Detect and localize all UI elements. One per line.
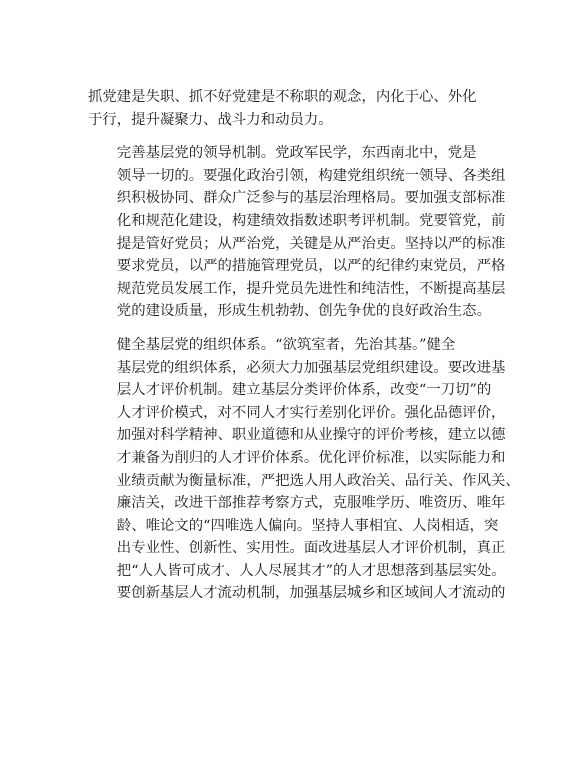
text-line: 党的建设质量，形成生机勃勃、创先争优的良好政治生态。 [116, 303, 491, 320]
paragraph-1 [88, 86, 508, 131]
text-line: 层人才评价机制。建立基层分类评价体系，改变“一刀切”的 [116, 382, 492, 399]
text-line: 龄、唯论文的“四唯选人偏向。坚持人事相宜、人岗相适，突 [116, 517, 499, 534]
text-line: 才兼备为削归的人才评价体系。优化评价标准，以实际能力和 [116, 449, 506, 466]
text-line: 人才评价模式，对不同人才实行差别化评价。强化品德评价， [116, 404, 506, 421]
text-line: 廉洁关，改进干部推荐考察方式，克服唯学历、唯资历、唯年 [116, 495, 506, 512]
text-line: 要求党员，以严的措施管理党员，以严的纪律约束党员，严格 [116, 258, 506, 275]
text-line: 把“人人皆可成才、人人尽展其才”的人才思想落到基层实处。 [116, 562, 506, 579]
text-line: 领导一切的。要强化政治引领，构建党组织统一领导、各类组 [116, 167, 506, 184]
text-line: 于行，提升凝聚力、战斗力和动员力。 [88, 111, 333, 128]
text-line: 抓党建是失职、抓不好党建是不称职的观念，内化于心、外化 [88, 89, 477, 105]
paragraph-3 [88, 334, 520, 605]
text-line: 规范党员发展工作，提升党员先进性和纯洁性，不断提高基层 [116, 280, 506, 297]
document-body [88, 86, 520, 605]
text-line: 要创新基层人才流动机制，加强基层城乡和区域间人才流动的 [116, 585, 506, 602]
text-line: 完善基层党的领导机制。党政军民学，东西南北中，党是 [116, 145, 477, 162]
text-line: 织积极协同、群众广泛参与的基层治理格局。要加强支部标准 [116, 190, 506, 207]
text-line: 出专业性、创新性、实用性。面改进基层人才评价机制，真正 [116, 540, 506, 557]
text-line: 基层党的组织体系，必须大力加强基层党组织建设。要改进基 [116, 359, 506, 376]
paragraph-2 [88, 142, 508, 323]
text-line: 提是管好党员；从严治党，关键是从严治吏。坚持以严的标准 [116, 235, 506, 252]
text-line: 业绩贡献为衡量标准，严把选人用人政治关、品行关、作风关、 [116, 472, 520, 489]
text-line: 化和规范化建设，构建绩效指数述职考评机制。党要管党，前 [116, 212, 506, 229]
text-line: 健全基层党的组织体系。“欲筑室者，先治其基。”健全 [116, 336, 456, 353]
text-line: 加强对科学精神、职业道德和从业操守的评价考核，建立以德 [116, 427, 506, 444]
